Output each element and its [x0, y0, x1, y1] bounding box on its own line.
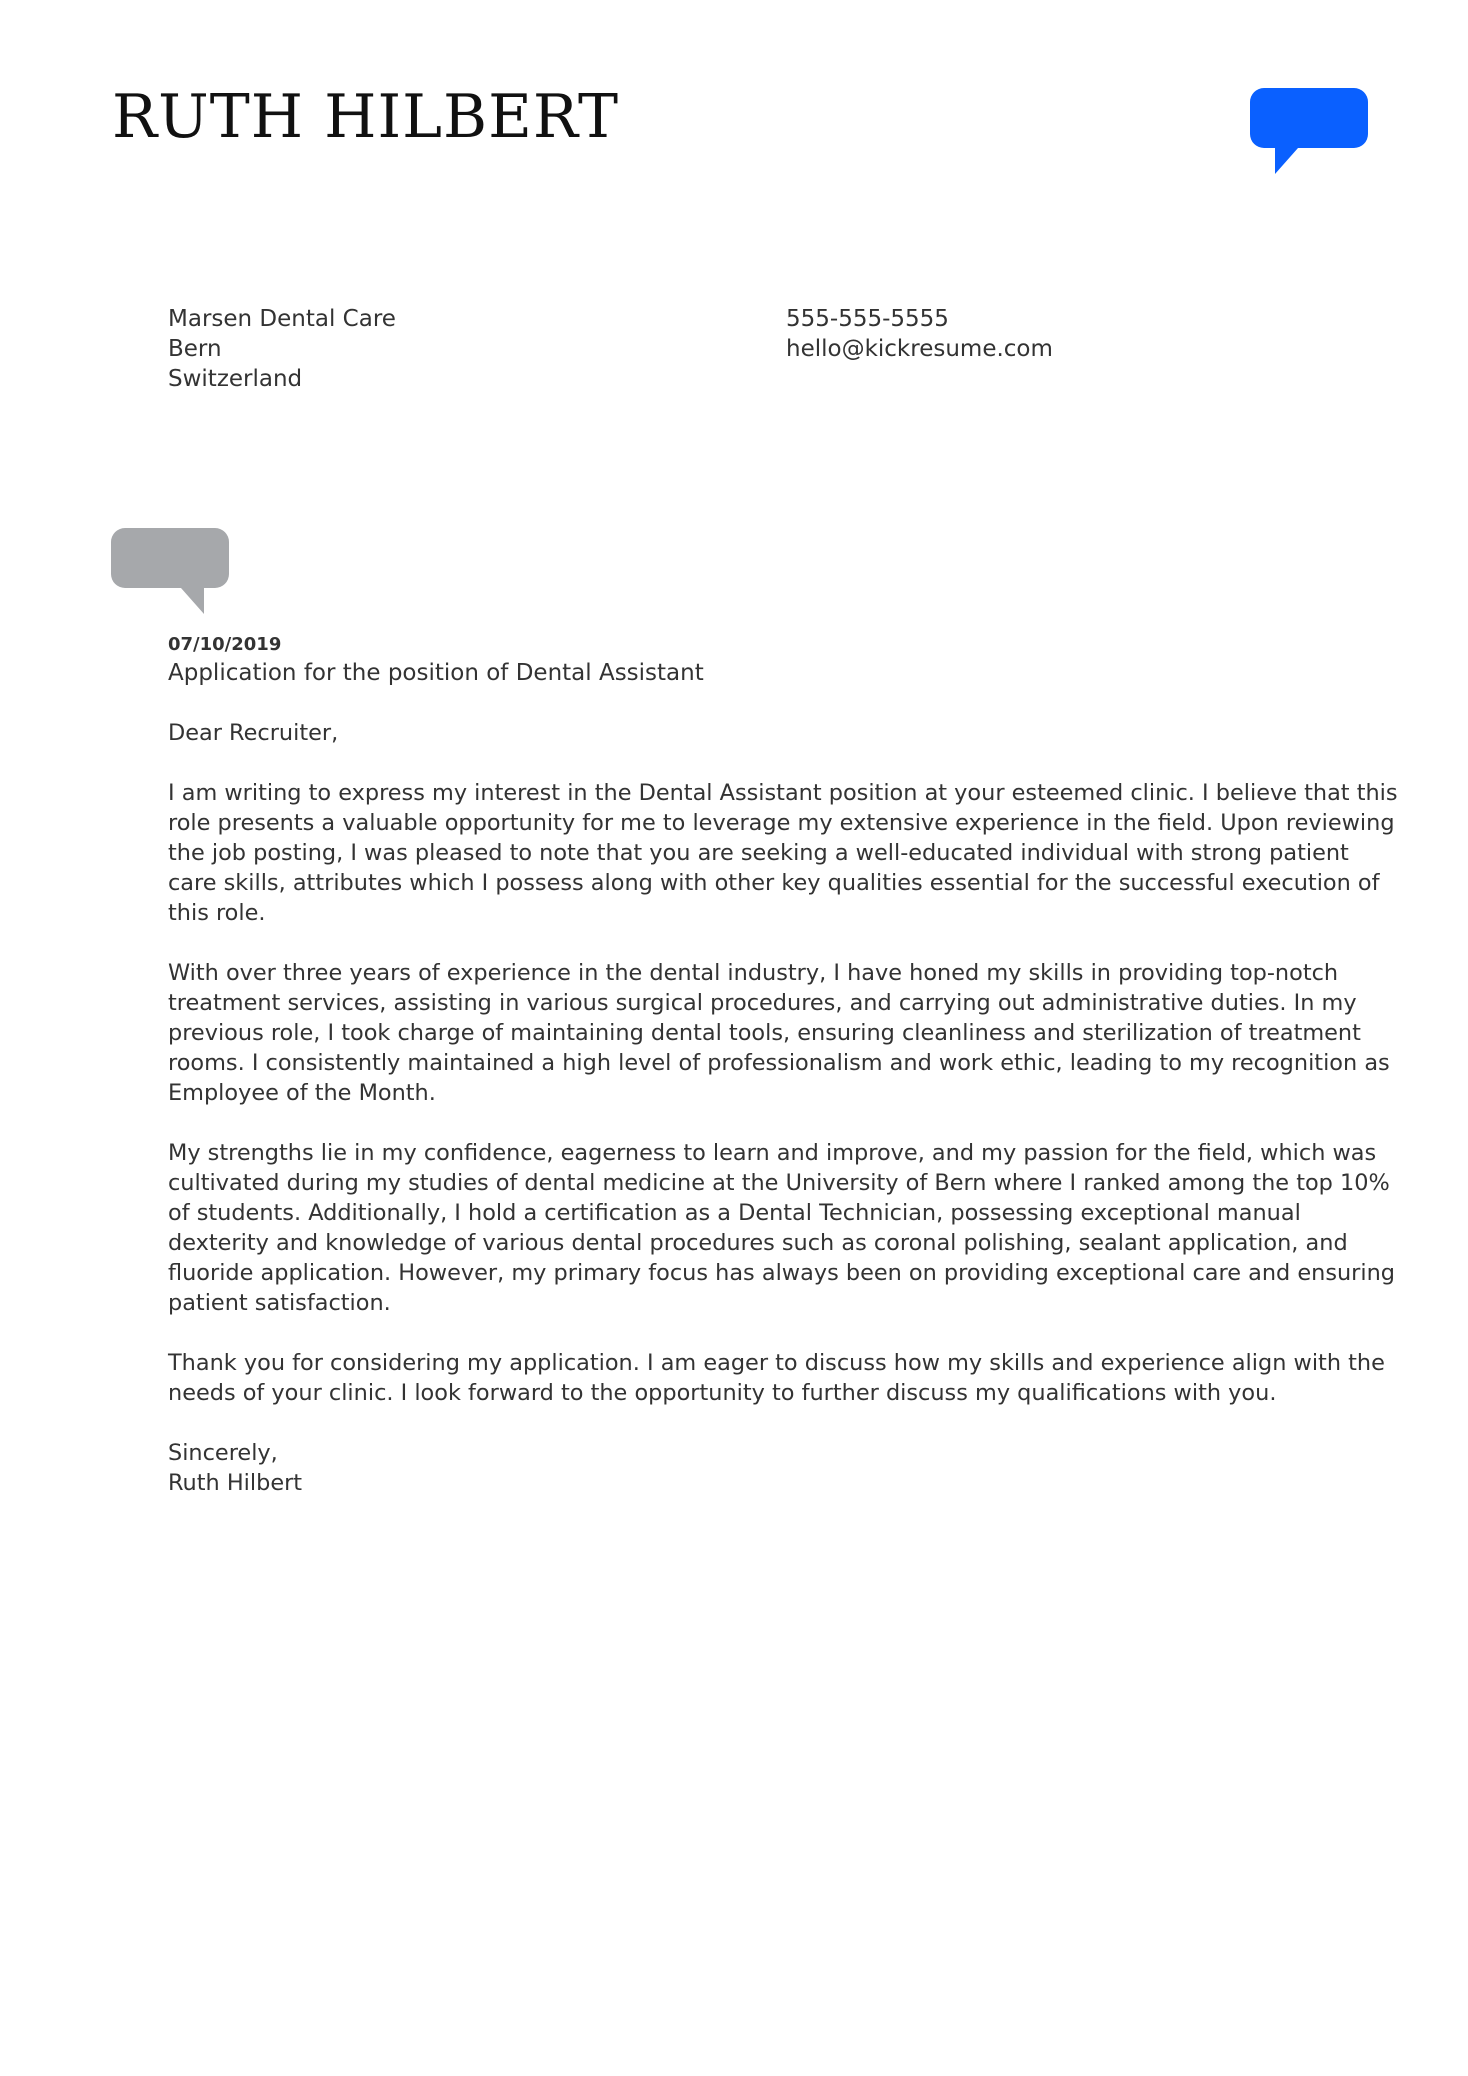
- greeting-text: Dear Recruiter,: [168, 720, 339, 746]
- paragraph-line: rooms. I consistently maintained a high level of professionalism and work ethic, leading to my recognition as: [168, 1050, 1390, 1076]
- paragraph-2: [168, 958, 1390, 1108]
- paragraph-line: the job posting, I was pleased to note that you are seeking a well-educated individual with strong patient: [168, 840, 1349, 866]
- paragraph-line: Thank you for considering my application. I am eager to discuss how my skills and experience align with the: [168, 1350, 1385, 1376]
- speech-bubble-icon: [111, 528, 229, 616]
- letter-body: [168, 632, 1398, 1528]
- paragraph-line: treatment services, assisting in various surgical procedures, and carrying out administrative duties. In my: [168, 990, 1357, 1016]
- letter-signoff: [168, 1438, 1368, 1498]
- paragraph-line: this role.: [168, 900, 266, 926]
- recipient-address: [168, 304, 728, 394]
- paragraph-line: of students. Additionally, I hold a certification as a Dental Technician, possessing exceptional manual: [168, 1200, 1301, 1226]
- contact-info: [786, 304, 1346, 364]
- closing-text: Sincerely,: [168, 1440, 278, 1466]
- paragraph-line: care skills, attributes which I possess along with other key qualities essential for the successful execution of: [168, 870, 1380, 896]
- paragraph-line: Employee of the Month.: [168, 1080, 436, 1106]
- paragraph-line: role presents a valuable opportunity for me to leverage my extensive experience in the field. Upon reviewing: [168, 810, 1395, 836]
- contact-phone: 555-555-5555: [786, 306, 949, 332]
- paragraph-line: I am writing to express my interest in the Dental Assistant position at your esteemed clinic. I believe that this: [168, 780, 1398, 806]
- speech-bubble-icon-shape: [1250, 88, 1368, 174]
- paragraph-1: [168, 778, 1398, 928]
- paragraph-line: My strengths lie in my confidence, eagerness to learn and improve, and my passion for the field, which was: [168, 1140, 1377, 1166]
- paragraph-line: fluoride application. However, my primary focus has always been on providing exceptional care and ensuring: [168, 1260, 1396, 1286]
- speech-bubble-icon-shape: [111, 528, 229, 614]
- letter-date: 07/10/2019: [168, 634, 282, 655]
- paragraph-4: [168, 1348, 1385, 1408]
- contact-email: hello@kickresume.com: [786, 336, 1053, 362]
- recipient-country: Switzerland: [168, 366, 303, 392]
- recipient-city: Bern: [168, 336, 222, 362]
- paragraph-line: dexterity and knowledge of various dental procedures such as coronal polishing, sealant application, and: [168, 1230, 1348, 1256]
- speech-bubble-icon: [1250, 88, 1368, 176]
- paragraph-line: previous role, I took charge of maintaining dental tools, ensuring cleanliness and sterilization of treatment: [168, 1020, 1361, 1046]
- letter-greeting: [168, 718, 1368, 748]
- paragraph-line: patient satisfaction.: [168, 1290, 391, 1316]
- letter-subject: Application for the position of Dental Assistant: [168, 660, 704, 686]
- paragraph-line: With over three years of experience in the dental industry, I have honed my skills in providing top-notch: [168, 960, 1339, 986]
- signature-name: Ruth Hilbert: [168, 1470, 303, 1496]
- paragraph-line: cultivated during my studies of dental medicine at the University of Bern where I ranked among the top 10%: [168, 1170, 1390, 1196]
- paragraph-3: [168, 1138, 1396, 1318]
- applicant-name: RUTH HILBERT: [112, 82, 620, 152]
- recipient-company: Marsen Dental Care: [168, 306, 396, 332]
- paragraph-line: needs of your clinic. I look forward to the opportunity to further discuss my qualifications with you.: [168, 1380, 1277, 1406]
